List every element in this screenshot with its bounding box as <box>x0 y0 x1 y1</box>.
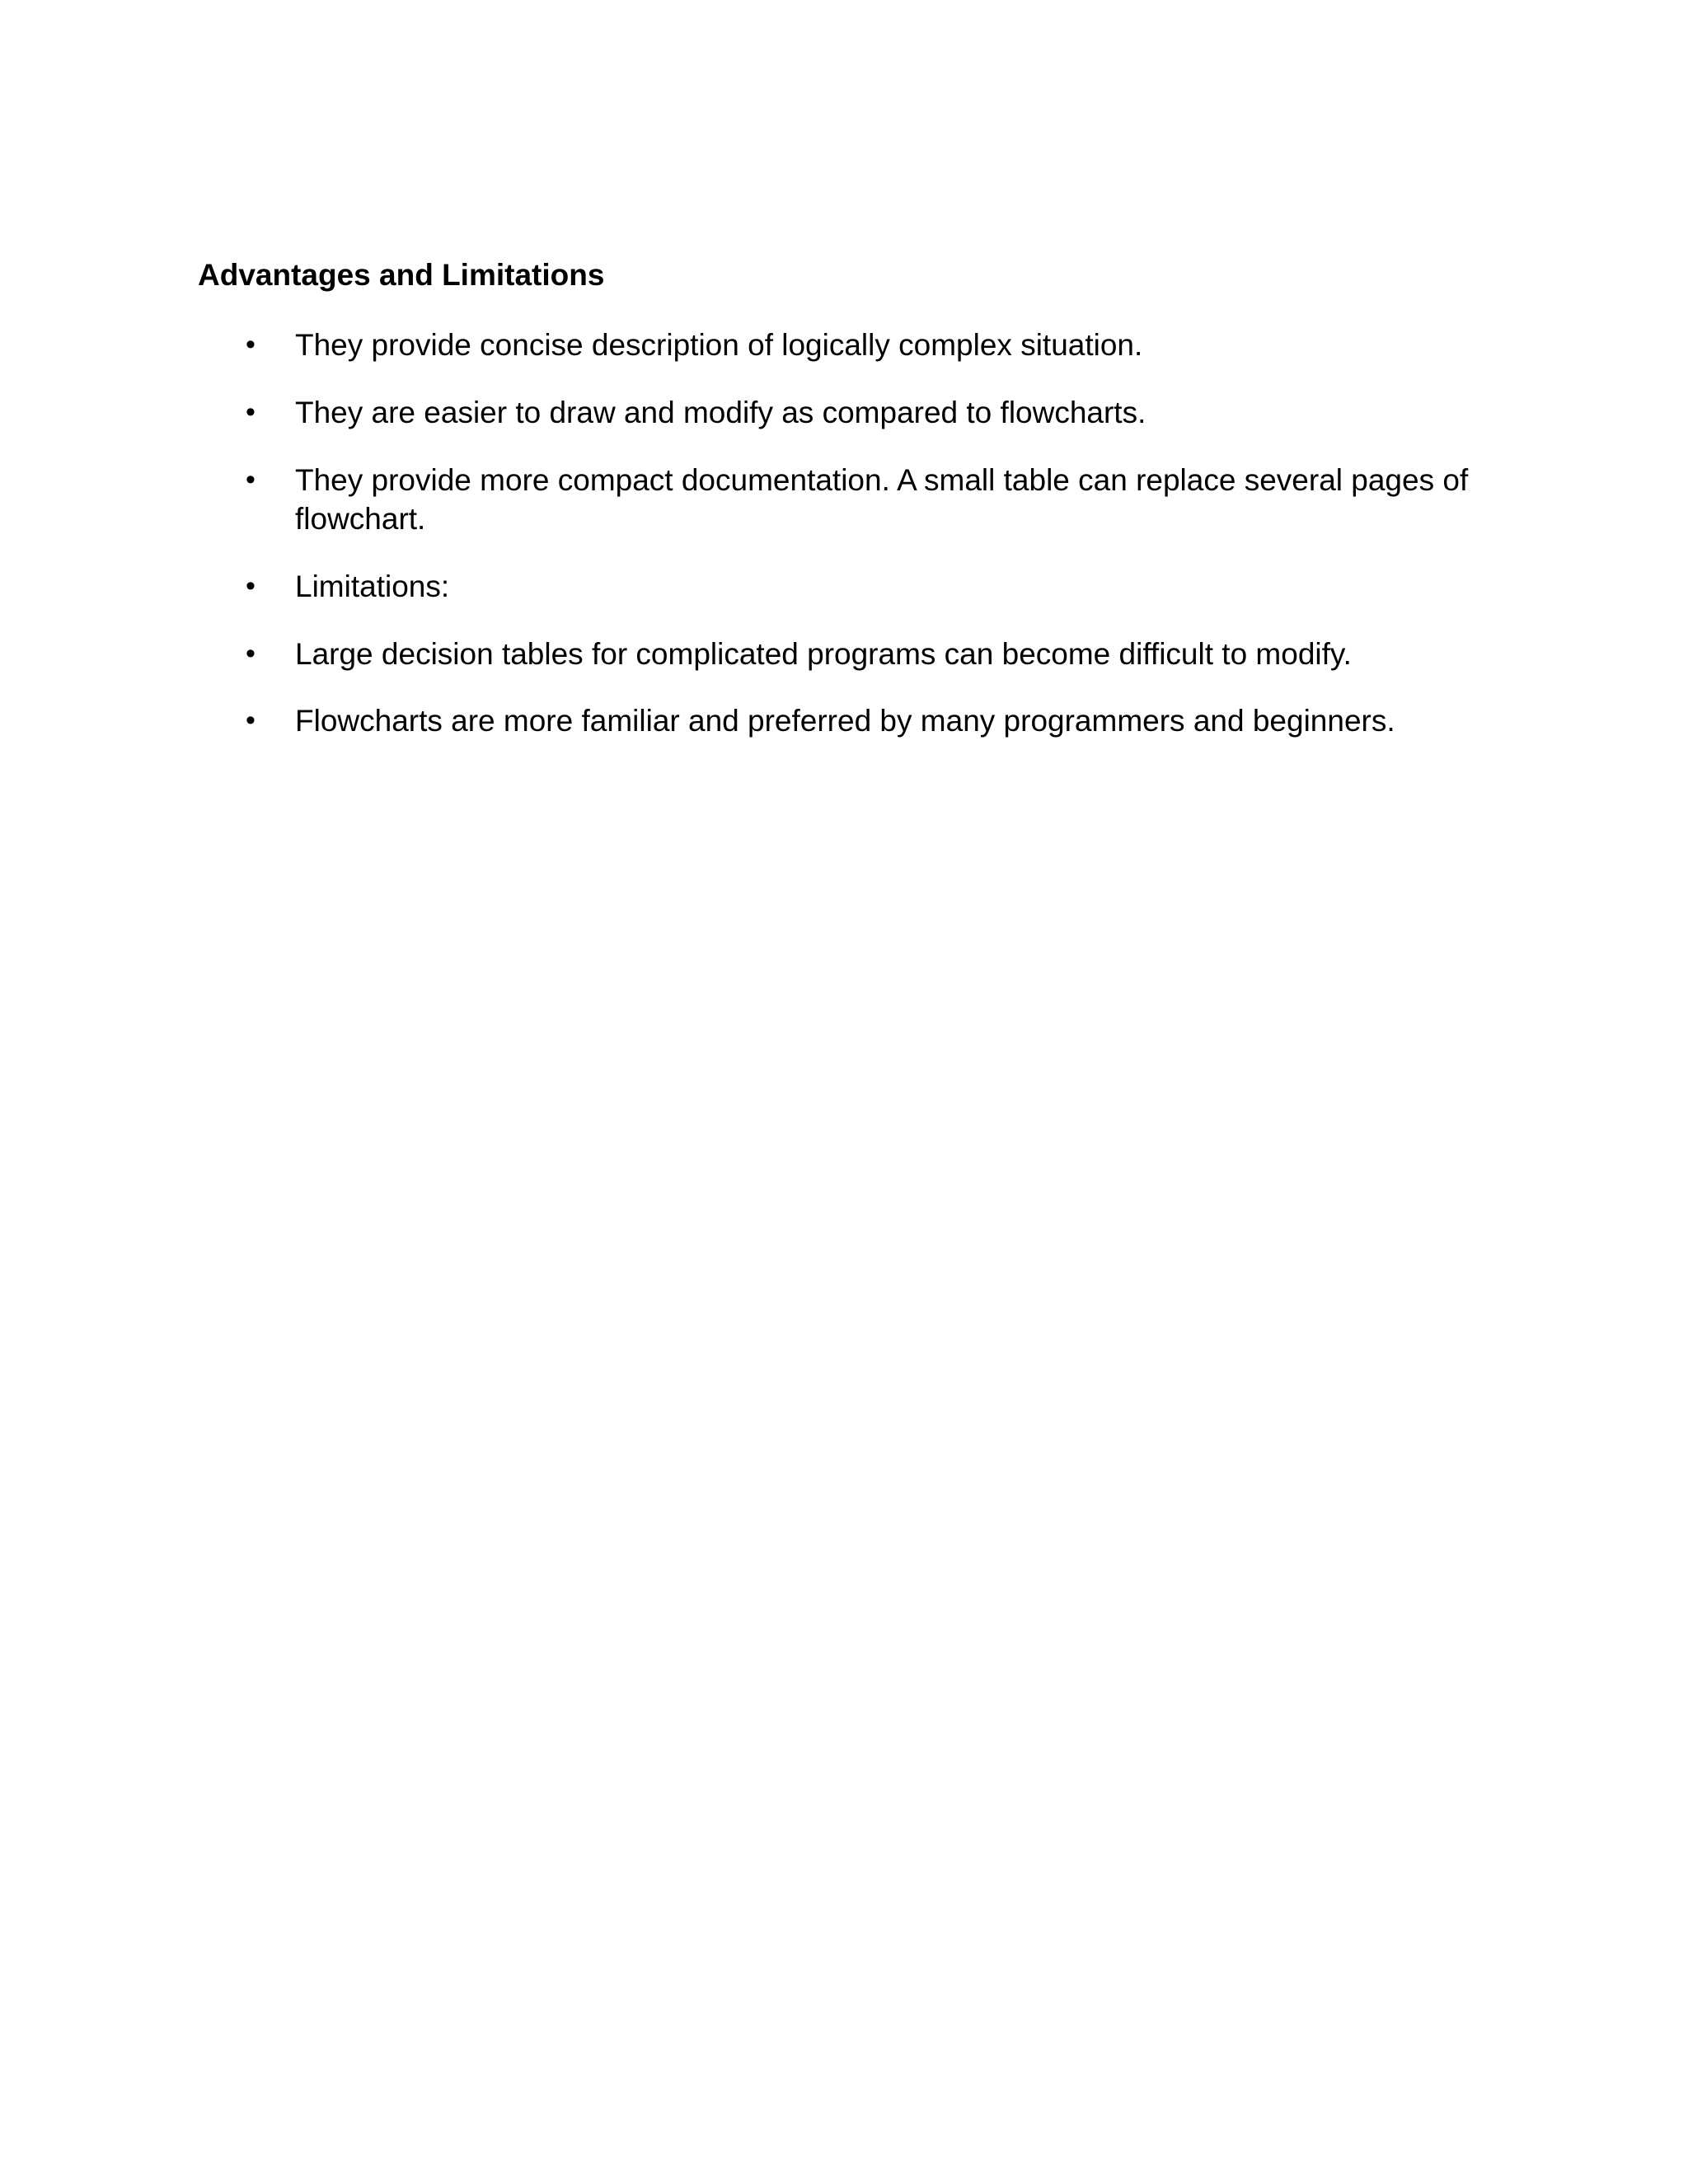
list-item-text: They provide concise description of logically complex situation. <box>295 328 1143 362</box>
bullet-icon: • <box>246 464 256 495</box>
list-item-text: Large decision tables for complicated programs can become difficult to modify. <box>295 637 1352 671</box>
bullet-icon: • <box>246 329 256 360</box>
list-item-text: They are easier to draw and modify as compared to flowcharts. <box>295 396 1146 429</box>
list-item-text: Limitations: <box>295 569 450 603</box>
list-item-text: They provide more compact documentation. A small table can replace several pages of flowchart. <box>295 463 1469 536</box>
bullet-icon: • <box>246 705 256 736</box>
list-item-text: Flowcharts are more familiar and preferred by many programmers and beginners. <box>295 704 1395 738</box>
section-heading: Advantages and Limitations <box>198 258 605 292</box>
bullet-icon: • <box>246 396 256 428</box>
bullet-icon: • <box>246 570 256 602</box>
bullet-icon: • <box>246 638 256 669</box>
